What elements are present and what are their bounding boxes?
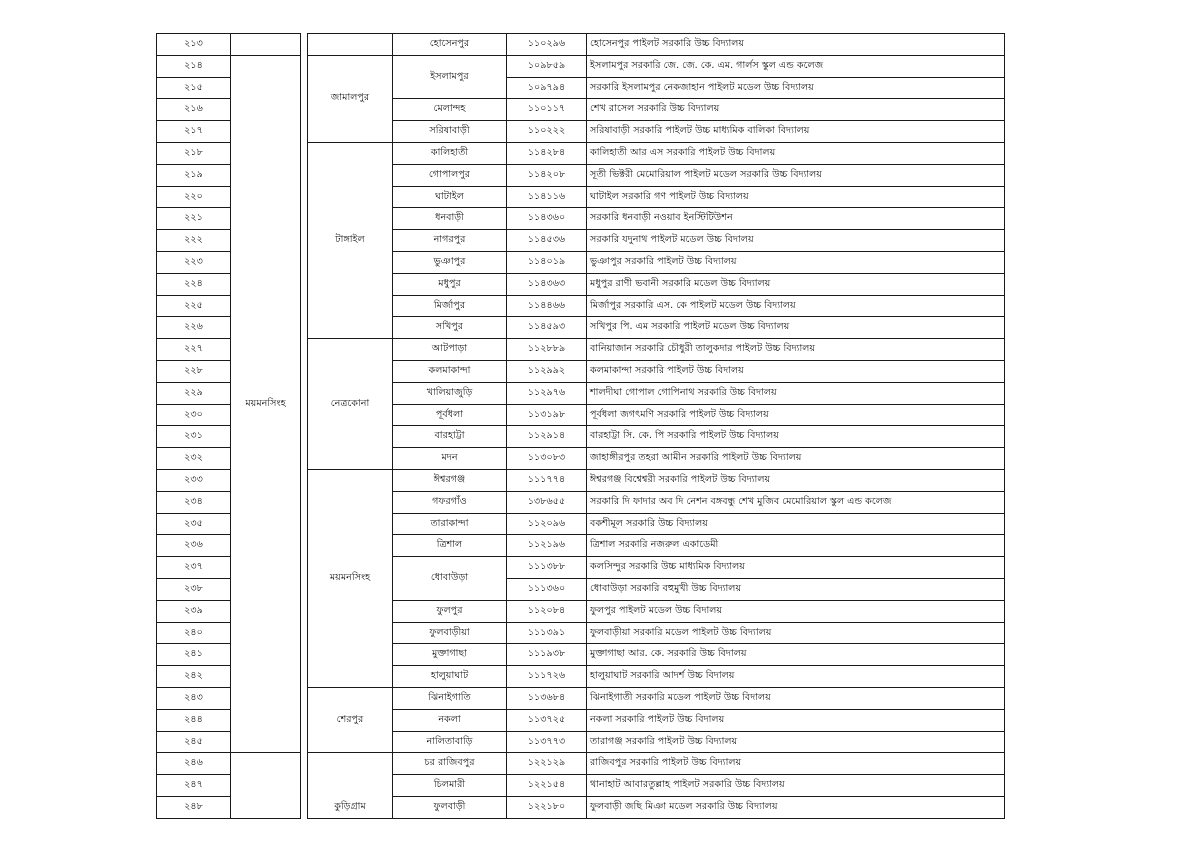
school-name-cell: ফুলপুর পাইলট মডেল উচ্চ বিদালয় (587, 600, 1005, 622)
eiin-cell: ১৩৮৬৫৫ (507, 491, 587, 513)
serial-cell: ২৩২ (157, 448, 231, 470)
school-name-cell: জাহাঙ্গীরপুর তহরা আমীন সরকারি পাইলট উচ্চ বিদ্যালয় (587, 448, 1005, 470)
school-name-cell: সখিপুর পি. এম সরকারি পাইলট মডেল উচ্চ বিদ্যালয় (587, 317, 1005, 339)
district-cell: টাঙ্গাইল (308, 142, 393, 338)
table-row (157, 55, 1005, 77)
serial-cell: ২৪২ (157, 666, 231, 688)
serial-cell: ২৩০ (157, 404, 231, 426)
eiin-cell: ১১১৭২৬ (507, 666, 587, 688)
school-name-cell: সরকারি দি ফাদার অব দি নেশন বঙ্গবন্ধু শেখ মুজিব মেমোরিয়াল স্কুল এন্ড কলেজ (587, 491, 1005, 513)
eiin-cell: ১১৪১১৬ (507, 186, 587, 208)
eiin-cell: ১১১৩৯১ (507, 622, 587, 644)
division-cell (231, 753, 301, 818)
eiin-cell: ১১২০৮৪ (507, 600, 587, 622)
serial-cell: ২৩৫ (157, 513, 231, 535)
upazila-cell: হালুয়াঘাট (393, 666, 507, 688)
eiin-cell: ১১৪৩৬৩ (507, 273, 587, 295)
upazila-cell: সরিষাবাড়ী (393, 121, 507, 143)
upazila-cell: কালিহাতী (393, 142, 507, 164)
school-name-cell: সরকারি যদুনাথ পাইলট মডেল উচ্চ বিদালয় (587, 230, 1005, 252)
upazila-cell: বারহাট্টা (393, 426, 507, 448)
upazila-cell: ধনবাড়ী (393, 208, 507, 230)
school-name-cell: ধোবাউড়া সরকারি বহুমুখী উচ্চ বিদ্যালয় (587, 578, 1005, 600)
serial-cell: ২১৪ (157, 55, 231, 77)
serial-cell: ২৪৩ (157, 687, 231, 709)
upazila-cell: ফুলবাড়ী (393, 796, 507, 818)
eiin-cell: ১১৪২০৮ (507, 164, 587, 186)
upazila-cell: পূর্বধলা (393, 404, 507, 426)
serial-cell: ২১৩ (157, 34, 231, 56)
serial-cell: ২৪৮ (157, 796, 231, 818)
school-name-cell: ফুলবাড়ী জছি মিঞা মডেল সরকারি উচ্চ বিদ্যালয় (587, 796, 1005, 818)
serial-cell: ২২০ (157, 186, 231, 208)
serial-cell: ২২১ (157, 208, 231, 230)
school-list-table (156, 33, 1005, 819)
serial-cell: ২২৬ (157, 317, 231, 339)
school-name-cell: সূতী ভিক্টরী মেমোরিয়াল পাইলট মডেল সরকারি উচ্চ বিদ্যালয় (587, 164, 1005, 186)
upazila-cell: মুক্তাগাছা (393, 644, 507, 666)
school-name-cell: রাজিবপুর সরকারি পাইলট উচ্চ বিদ্যালয় (587, 753, 1005, 775)
district-cell: কুড়িগ্রাম (308, 753, 393, 818)
eiin-cell: ১১২৯৯২ (507, 360, 587, 382)
eiin-cell: ১১০১১৭ (507, 99, 587, 121)
upazila-cell: হোসেনপুর (393, 34, 507, 56)
eiin-cell: ১১৩০৮৩ (507, 448, 587, 470)
school-name-cell: কালিহাতী আর এস সরকারি পাইলট উচ্চ বিদালয় (587, 142, 1005, 164)
district-cell: শেরপুর (308, 687, 393, 752)
eiin-cell: ১১৪০১৯ (507, 251, 587, 273)
school-name-cell: সরকারি ধনবাড়ী নওয়াব ইনস্টিটিউশন (587, 208, 1005, 230)
table-row (157, 34, 1005, 56)
serial-cell: ২৪৭ (157, 775, 231, 797)
eiin-cell: ১১২৯৭৬ (507, 382, 587, 404)
school-name-cell: ইসলামপুর সরকারি জে. জে. কে. এম. গার্লস স্কুল এন্ড কলেজ (587, 55, 1005, 77)
eiin-cell: ১১৪৫৩৬ (507, 230, 587, 252)
school-name-cell: সরকারি ইসলামপুর নেকজাহান পাইলট মডেল উচ্চ বিদ্যালয় (587, 77, 1005, 99)
school-name-cell: কলসিন্দুর সরকারি উচ্চ মাধ্যমিক বিদ্যালয় (587, 557, 1005, 579)
serial-cell: ২৩১ (157, 426, 231, 448)
serial-cell: ২১৫ (157, 77, 231, 99)
eiin-cell: ১০৯৭৯৪ (507, 77, 587, 99)
upazila-cell: মেলান্দহ (393, 99, 507, 121)
eiin-cell: ১২২১২৯ (507, 753, 587, 775)
school-name-cell: ঘাটাইল সরকারি গণ পাইলট উচ্চ বিদ্যালয় (587, 186, 1005, 208)
school-name-cell: হোসেনপুর পাইলট সরকারি উচ্চ বিদ্যালয় (587, 34, 1005, 56)
district-cell: নেত্রকোনা (308, 339, 393, 470)
serial-cell: ২২৪ (157, 273, 231, 295)
eiin-cell: ১১১৩৮৮ (507, 557, 587, 579)
serial-cell: ২৩৬ (157, 535, 231, 557)
serial-cell: ২৪৪ (157, 709, 231, 731)
school-name-cell: ভুঞাপুর সরকারি পাইলট উচ্চ বিদ্যালয় (587, 251, 1005, 273)
school-name-cell: কলমাকান্দা সরকারি পাইলট উচ্চ বিদালয় (587, 360, 1005, 382)
serial-cell: ২৪১ (157, 644, 231, 666)
upazila-cell: নকলা (393, 709, 507, 731)
school-name-cell: বারহাট্টা সি. কে. পি সরকারি পাইলট উচ্চ বিদ্যালয় (587, 426, 1005, 448)
serial-cell: ২১৭ (157, 121, 231, 143)
serial-cell: ২১৬ (157, 99, 231, 121)
eiin-cell: ১১৪৫৯৩ (507, 317, 587, 339)
serial-cell: ২২৩ (157, 251, 231, 273)
school-name-cell: নকলা সরকারি পাইলট উচ্চ বিদালয় (587, 709, 1005, 731)
district-cell (308, 34, 393, 56)
upazila-cell: ইসলামপুর (393, 55, 507, 99)
upazila-cell: ফুলপুর (393, 600, 507, 622)
eiin-cell: ১১০২২২ (507, 121, 587, 143)
upazila-cell: ভুঞাপুর (393, 251, 507, 273)
school-name-cell: হালুয়াঘাট সরকারি আদর্শ উচ্চ বিদালয় (587, 666, 1005, 688)
table-row (157, 753, 1005, 775)
school-name-cell: শেখ রাসেল সরকারি উচ্চ বিদ্যালয় (587, 99, 1005, 121)
eiin-cell: ১১২৯১৪ (507, 426, 587, 448)
upazila-cell: তারাকান্দা (393, 513, 507, 535)
eiin-cell: ১১১৭৭৪ (507, 469, 587, 491)
upazila-cell: চর রাজিবপুর (393, 753, 507, 775)
eiin-cell: ১১৩৬৮৪ (507, 687, 587, 709)
column-gap (301, 753, 308, 818)
upazila-cell: চিলমারী (393, 775, 507, 797)
eiin-cell: ১১৩৭২৫ (507, 709, 587, 731)
eiin-cell: ১১৪৪৬৬ (507, 295, 587, 317)
eiin-cell: ১১৪২৮৪ (507, 142, 587, 164)
eiin-cell: ১১০২৯৬ (507, 34, 587, 56)
eiin-cell: ১১২৮৮৯ (507, 339, 587, 361)
serial-cell: ২৩৩ (157, 469, 231, 491)
eiin-cell: ১২২১৮০ (507, 796, 587, 818)
eiin-cell: ১১৩৭৭৩ (507, 731, 587, 753)
upazila-cell: নাগরপুর (393, 230, 507, 252)
upazila-cell: মধুপুর (393, 273, 507, 295)
serial-cell: ২৩৯ (157, 600, 231, 622)
school-name-cell: বানিয়াজান সরকারি চৌধুরী তালুকদার পাইলট উচ্চ বিদ্যালয় (587, 339, 1005, 361)
serial-cell: ২১৯ (157, 164, 231, 186)
serial-cell: ২৩৮ (157, 578, 231, 600)
upazila-cell: আটপাড়া (393, 339, 507, 361)
eiin-cell: ১১২০৯৬ (507, 513, 587, 535)
serial-cell: ২২৮ (157, 360, 231, 382)
school-name-cell: ঈশ্বরগঞ্জ বিশ্বেশ্বরী সরকারি পাইলট উচ্চ বিদ্যালয় (587, 469, 1005, 491)
school-name-cell: মুক্তাগাছা আর. কে. সরকারি উচ্চ বিদালয় (587, 644, 1005, 666)
eiin-cell: ১১১৩৬০ (507, 578, 587, 600)
school-name-cell: সরিষাবাড়ী সরকারি পাইলট উচ্চ মাধ্যমিক বালিকা বিদ্যালয় (587, 121, 1005, 143)
upazila-cell: গফরগাঁও (393, 491, 507, 513)
column-gap (301, 34, 308, 753)
upazila-cell: ঘাটাইল (393, 186, 507, 208)
eiin-cell: ১১৪৩৬০ (507, 208, 587, 230)
upazila-cell: সখিপুর (393, 317, 507, 339)
serial-cell: ২৪০ (157, 622, 231, 644)
upazila-cell: গোপালপুর (393, 164, 507, 186)
serial-cell: ২২৭ (157, 339, 231, 361)
division-cell: ময়মনসিংহ (231, 55, 301, 753)
upazila-cell: নালিতাবাড়ি (393, 731, 507, 753)
serial-cell: ২২৯ (157, 382, 231, 404)
eiin-cell: ১১১৯৩৮ (507, 644, 587, 666)
upazila-cell: ঈশ্বরগঞ্জ (393, 469, 507, 491)
serial-cell: ২২৫ (157, 295, 231, 317)
district-cell: জামালপুর (308, 55, 393, 142)
district-cell: ময়মনসিংহ (308, 469, 393, 687)
serial-cell: ২৪৬ (157, 753, 231, 775)
upazila-cell: ত্রিশাল (393, 535, 507, 557)
school-name-cell: পূর্বধলা জগৎমণি সরকারি পাইলট উচ্চ বিদ্যালয় (587, 404, 1005, 426)
eiin-cell: ১১৩১৯৮ (507, 404, 587, 426)
school-name-cell: ত্রিশাল সরকারি নজরুল একাডেমী (587, 535, 1005, 557)
upazila-cell: ফুলবাড়ীয়া (393, 622, 507, 644)
serial-cell: ২৩৭ (157, 557, 231, 579)
upazila-cell: ধোবাউড়া (393, 557, 507, 601)
serial-cell: ২৩৪ (157, 491, 231, 513)
upazila-cell: ঝিনাইগাতি (393, 687, 507, 709)
upazila-cell: মির্জাপুর (393, 295, 507, 317)
school-name-cell: মির্জাপুর সরকারি এস. কে পাইলট মডেল উচ্চ বিদ্যালয় (587, 295, 1005, 317)
upazila-cell: কলমাকান্দা (393, 360, 507, 382)
school-name-cell: থানাহাট আবারতুল্লাহ পাইলট সরকারি উচ্চ বিদ্যালয় (587, 775, 1005, 797)
school-name-cell: তারাগঞ্জ সরকারি পাইলট উচ্চ বিদ্যালয় (587, 731, 1005, 753)
school-name-cell: মধুপুর রাণী ভবানী সরকারি মডেল উচ্চ বিদ্যালয় (587, 273, 1005, 295)
serial-cell: ২২২ (157, 230, 231, 252)
upazila-cell: মদন (393, 448, 507, 470)
serial-cell: ২১৮ (157, 142, 231, 164)
eiin-cell: ১২২১৫৪ (507, 775, 587, 797)
eiin-cell: ১০৯৮৫৯ (507, 55, 587, 77)
upazila-cell: খালিয়াজুড়ি (393, 382, 507, 404)
school-name-cell: ঝিনাইগাতী সরকারি মডেল পাইলট উচ্চ বিদালয় (587, 687, 1005, 709)
division-cell (231, 34, 301, 56)
school-name-cell: ফুলবাড়ীয়া সরকারি মডেল পাইলট উচ্চ বিদ্যালয় (587, 622, 1005, 644)
school-name-cell: শালদীঘা গোপাল গোপিনাথ সরকারি উচ্চ বিদালয় (587, 382, 1005, 404)
school-name-cell: বকশীমূল সরকারি উচ্চ বিদ্যালয় (587, 513, 1005, 535)
eiin-cell: ১১২১৯৬ (507, 535, 587, 557)
serial-cell: ২৪৫ (157, 731, 231, 753)
